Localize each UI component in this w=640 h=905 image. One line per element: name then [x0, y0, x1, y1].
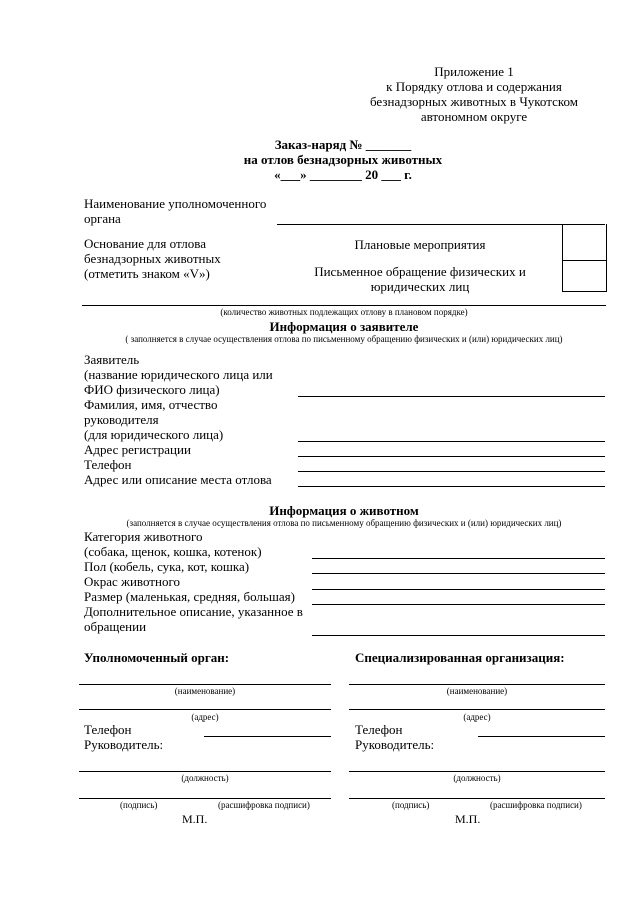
left-phone-line[interactable]	[204, 736, 331, 737]
planned-count-caption: (количество животных подлежащих отлову в плановом порядке)	[220, 307, 468, 317]
animal-sex-line[interactable]	[312, 573, 605, 574]
basis-label: Основание для отлова безнадзорных животных (отметить знаком «V»)	[84, 236, 221, 281]
right-phone-line[interactable]	[478, 736, 605, 737]
capture-place-line[interactable]	[298, 486, 605, 487]
basis-option-planned: Плановые мероприятия	[354, 237, 486, 252]
document-title	[200, 137, 486, 182]
title-line-2: на отлов безнадзорных животных	[243, 152, 443, 167]
animal-size-line[interactable]	[312, 604, 605, 605]
right-name-caption: (наименование)	[446, 686, 508, 696]
checkbox-planned[interactable]	[562, 224, 607, 261]
left-position-line[interactable]	[79, 771, 331, 772]
appendix-line-3: безнадзорных животных в Чукотском	[369, 94, 578, 109]
right-head-label: Руководитель:	[355, 737, 435, 752]
applicant-head-line[interactable]	[298, 441, 605, 442]
right-seal: М.П.	[455, 812, 481, 826]
left-contact-labels	[84, 722, 163, 752]
animal-category-line[interactable]	[312, 558, 605, 559]
left-position-caption: (должность)	[181, 773, 229, 783]
right-signature-caption: (подпись)	[392, 800, 430, 810]
right-signature-line[interactable]	[349, 798, 605, 799]
organ-name-line[interactable]	[277, 224, 605, 225]
appendix-line-2: к Порядку отлова и содержания	[386, 79, 562, 94]
right-name-line[interactable]	[349, 684, 605, 685]
right-heading: Специализированная организация:	[355, 650, 565, 665]
left-address-caption: (адрес)	[191, 712, 219, 722]
right-position-caption: (должность)	[453, 773, 501, 783]
animal-note: (заполняется в случае осуществления отлова по письменному обращению физических и (или) юридических лиц)	[126, 518, 562, 528]
right-decode-caption: (расшифровка подписи)	[490, 800, 582, 810]
checkbox-written-request[interactable]	[562, 260, 607, 292]
applicant-heading: Информация о заявителе	[269, 319, 419, 334]
applicant-phone-line[interactable]	[298, 471, 605, 472]
left-address-line[interactable]	[79, 709, 331, 710]
right-address-line[interactable]	[349, 709, 605, 710]
appendix-line-4: автономном округе	[420, 109, 528, 124]
left-name-caption: (наименование)	[174, 686, 236, 696]
appendix-block	[340, 64, 608, 124]
left-phone-label: Телефон	[84, 722, 132, 737]
right-address-caption: (адрес)	[463, 712, 491, 722]
applicant-name-line[interactable]	[298, 396, 605, 397]
left-signature-line[interactable]	[79, 798, 331, 799]
title-line-3: «___» ________ 20 ___ г.	[274, 167, 412, 182]
animal-heading: Информация о животном	[269, 503, 419, 518]
basis-option-written-request: Письменное обращение физических и юридических лиц	[314, 264, 526, 294]
animal-color-line[interactable]	[312, 589, 605, 590]
planned-count-line[interactable]	[82, 305, 606, 306]
appendix-line-1: Приложение 1	[434, 64, 514, 79]
animal-description-line[interactable]	[312, 635, 605, 636]
left-decode-caption: (расшифровка подписи)	[218, 800, 310, 810]
animal-labels: Категория животного (собака, щенок, кошка, котенок) Пол (кобель, сука, кот, кошка) Окрас животного Размер (маленькая, средняя, большая) Дополнительное описание, указанное в обращении	[84, 529, 303, 634]
right-contact-labels	[355, 722, 434, 752]
left-signature-caption: (подпись)	[120, 800, 158, 810]
organ-label: Наименование уполномоченного органа	[84, 196, 267, 226]
left-head-label: Руководитель:	[84, 737, 164, 752]
right-phone-label: Телефон	[355, 722, 403, 737]
left-name-line[interactable]	[79, 684, 331, 685]
left-seal: М.П.	[182, 812, 208, 826]
applicant-labels: Заявитель (название юридического лица или ФИО физического лица) Фамилия, имя, отчество руководителя (для юридического лица) Адрес регистрации Телефон Адрес или описание места отлова	[84, 352, 273, 487]
applicant-note: ( заполняется в случае осуществления отлова по письменному обращению физических и (или) юридических лиц)	[125, 334, 563, 344]
applicant-address-line[interactable]	[298, 456, 605, 457]
right-position-line[interactable]	[349, 771, 605, 772]
left-heading: Уполномоченный орган:	[84, 650, 230, 665]
title-line-1: Заказ-наряд № _______	[274, 137, 412, 152]
